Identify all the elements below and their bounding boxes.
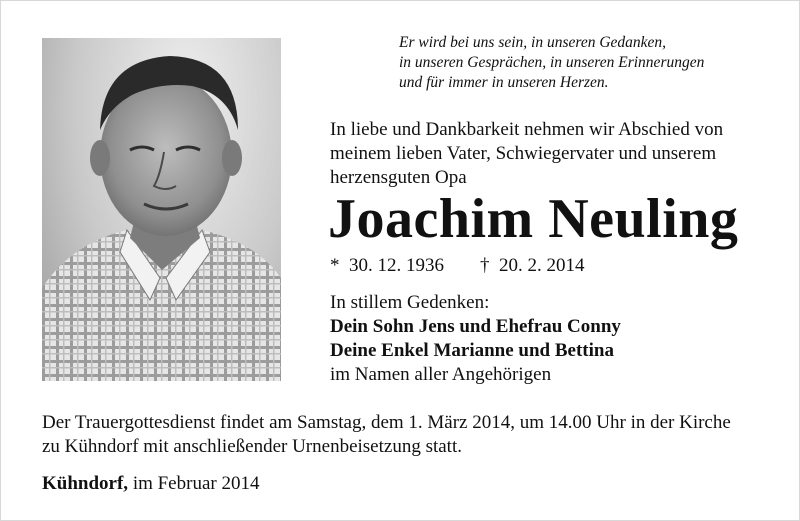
farewell-line: In liebe und Dankbarkeit nehmen wir Abschied von — [330, 119, 724, 140]
deceased-name: Joachim Neuling — [328, 188, 739, 250]
birth-date: 30. 12. 1936 — [349, 255, 444, 276]
service-info — [42, 411, 792, 459]
memorial-quote — [399, 33, 789, 93]
portrait-photo — [42, 38, 281, 381]
place-date — [42, 472, 259, 496]
farewell-text — [330, 118, 790, 190]
farewell-line: herzensguten Opa — [330, 167, 467, 188]
quote-line: in unseren Gesprächen, in unseren Erinnerungen — [399, 54, 705, 71]
death-date: 20. 2. 2014 — [499, 255, 585, 276]
mourner-line: Dein Sohn Jens und Ehefrau Conny — [330, 316, 621, 337]
mourners-block — [330, 291, 621, 387]
notice-date: im Februar 2014 — [132, 473, 260, 494]
quote-line: und für immer in unseren Herzen. — [399, 74, 609, 91]
farewell-line: meinem lieben Vater, Schwiegervater und unserem — [330, 143, 717, 164]
service-line: Der Trauergottesdienst findet am Samstag, dem 1. März 2014, um 14.00 Uhr in der Kirche — [42, 412, 731, 433]
mourner-line: im Namen aller Angehörigen — [330, 364, 552, 385]
life-dates — [330, 254, 585, 278]
quote-line: Er wird bei uns sein, in unseren Gedanken, — [399, 34, 667, 51]
service-line: zu Kühndorf mit anschließender Urnenbeisetzung statt. — [42, 436, 462, 457]
mourners-heading: In stillem Gedenken: — [330, 292, 490, 313]
death-symbol: † — [480, 255, 490, 276]
birth-symbol: * — [330, 255, 340, 276]
town-name: Kühndorf, — [42, 473, 129, 494]
mourner-line: Deine Enkel Marianne und Bettina — [330, 340, 614, 361]
